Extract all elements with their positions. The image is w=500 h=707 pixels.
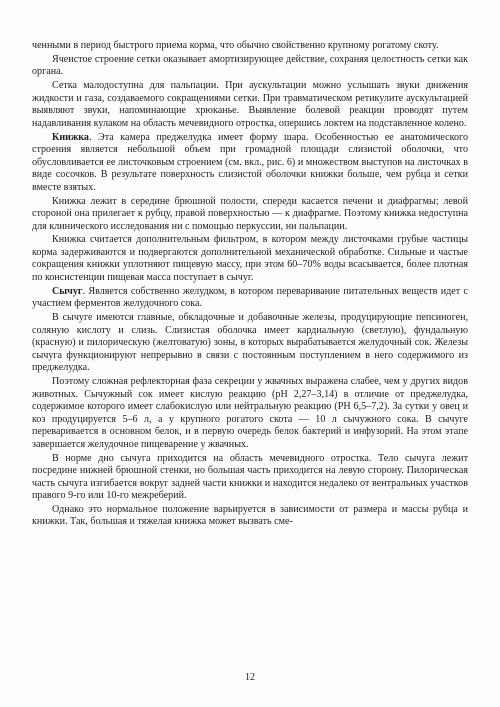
- paragraph: [32, 40, 468, 53]
- paragraph-text: Однако это нормальное положение варьируется в зависимости от размера и массы рубца и книжки. Так, большая и тяжелая книжка может вызвать сме-: [32, 503, 468, 528]
- paragraph: [32, 504, 468, 529]
- paragraph: [32, 54, 468, 79]
- paragraph: [32, 286, 468, 311]
- paragraph: [32, 453, 468, 503]
- paragraph-text: Поэтому сложная рефлекторная фаза секреции у жвачных выражена слабее, чем у других видов животных. Сычужный сок имеет кислую реакцию (pH 2,27–3,14) в отличие от преджелудка, содержимое которого имеет слабокислую или нейтральную реакцию (PH 6,5–7,2). За сутки у овец и коз продуцируется 5–6 л, а у крупного рогатого скота — 10 л сычужного сока. В сычуге переваривается в основном белок, и в первую очередь белок бактерий и инфузорий. На этом этапе завершается желудочное пищеварение у жвачных.: [32, 376, 468, 450]
- paragraph-text: ченными в период быстрого приема корма, что обычно свойственно крупному рогатому скоту.: [32, 40, 439, 51]
- paragraph-text: . Эта камера преджелудка имеет форму шара. Особенностью ее анатомического строения является небольшой объем при громадной площади слизистой оболочки, что обусловливается ее листочковым строением (см. вкл., рис. 6) и множеством выступов на листочках в виде сосочков. В результате поверхность слизистой оболочки книжки больше, чем рубца и сетки вместе взятых.: [32, 131, 468, 193]
- body-text: [32, 40, 468, 530]
- paragraph-text: В сычуге имеются главные, обкладочные и добавочные железы, продуцирующие пепсиноген, соляную кислоту и слизь. Слизистая оболочка имеет кардиальную (светлую), фундальную (красную) и пилорическую (желтоватую) зоны, в которых вырабатывается желудочный сок. Железы сычуга функционируют непрерывно в связи с постоянным поступлением в него содержимого из преджелудка.: [32, 312, 468, 374]
- section-term: Сычуг: [52, 285, 83, 297]
- paragraph: [32, 376, 468, 451]
- paragraph-text: Сетка малодоступна для пальпации. При аускультации можно услышать звуки движения жидкости и газа, создаваемого сокращениями сетки. При травматическом ретикулите аускультацией выявляют звуки, напоминающие хрюканье. Выявление болевой реакции проводят путем надавливания кулаком на область мечевидного отростка, опершись локтем на подставленное колено.: [32, 80, 468, 129]
- paragraph: [32, 196, 468, 234]
- page-number: 12: [245, 672, 255, 683]
- paragraph-text: Книжка лежит в середине брюшной полости, спереди касается печени и диафрагмы; левой стороной она прилегает к рубцу, правой поверхностью — к диафрагме. Поэтому книжка недоступна для клинического исследования ни с помощью перкуссии, ни пальпации.: [32, 195, 468, 232]
- paragraph-text: В норме дно сычуга приходится на область мечевидного отростка. Тело сычуга лежит посредине нижней брюшной стенки, но большая часть приходится на левую сторону. Пилорическая часть сычуга изгибается вокруг задней части книжки и находится недалеко от вентральных участков правого 9-го или 10-го межреберий.: [32, 452, 468, 502]
- paragraph-text: Ячеистое строение сетки оказывает амортизирующее действие, сохраняя целостность сетки как органа.: [32, 53, 468, 78]
- paragraph: [32, 80, 468, 130]
- paragraph: [32, 234, 468, 284]
- paragraph-text: . Является собственно желудком, в котором переваривание питательных веществ идет с участием ферментов желудочного сока.: [32, 285, 468, 310]
- paragraph-text: Книжка считается дополнительным фильтром, в котором между листочками грубые частицы корма задерживаются и подвергаются дополнительной механической обработке. Сильные и частые сокращения книжки уплотняют пищевую массу, при этом 60–70% воды всасывается, более плотная по консистенции пищевая масса поступает в сычуг.: [32, 234, 468, 283]
- paragraph: [32, 312, 468, 375]
- section-term: Книжка: [52, 131, 89, 143]
- paragraph: [32, 132, 468, 195]
